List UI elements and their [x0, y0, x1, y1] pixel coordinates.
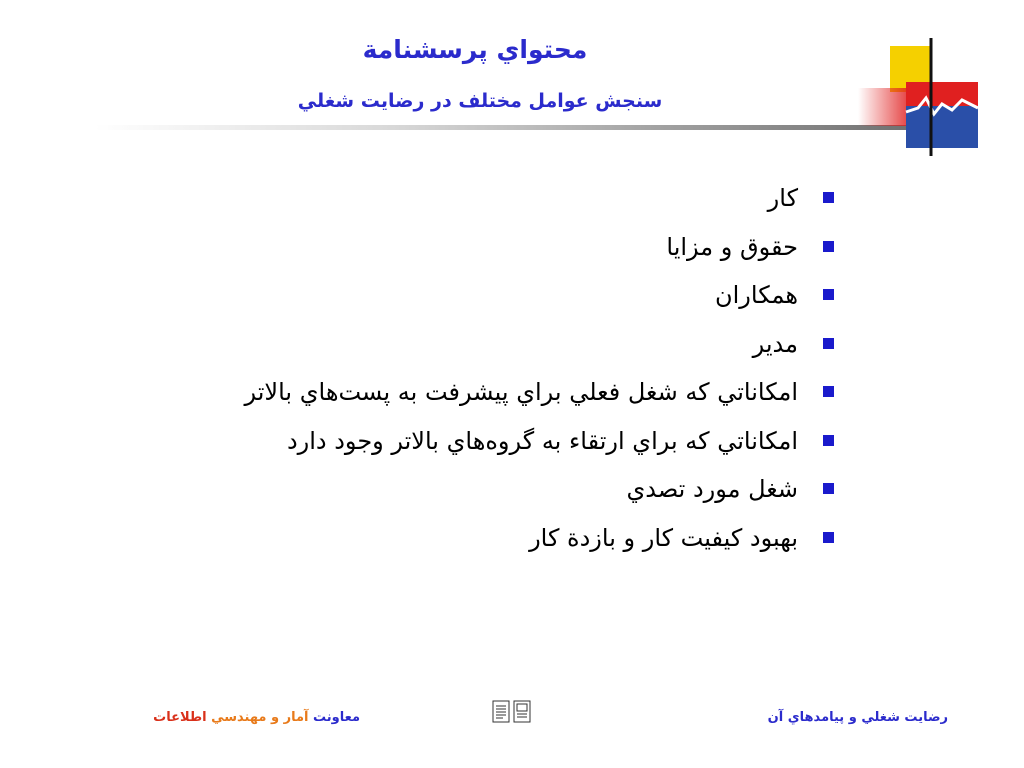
footer-department [100, 710, 360, 725]
square-bullet-icon [823, 532, 834, 543]
square-bullet-icon [823, 241, 834, 252]
bullet-list [134, 178, 834, 566]
square-bullet-icon [823, 289, 834, 300]
list-item [134, 275, 834, 324]
bullet-text: بهبود كيفيت كار و بازدة كار [529, 523, 798, 552]
title-divider [95, 125, 945, 130]
list-item [134, 469, 834, 518]
footer-department-part1: معاونت [313, 710, 360, 725]
bullet-text: امكاناتي كه براي ارتقاء به گروه‌هاي بالاتر وجود دارد [286, 426, 798, 455]
footer-department-part2: آمار و مهندسي [211, 710, 309, 725]
footer-department-part3: اطلاعات [153, 710, 207, 725]
list-item [134, 227, 834, 276]
list-item [134, 421, 834, 470]
logo-icon [856, 38, 986, 158]
list-item [134, 518, 834, 567]
square-bullet-icon [823, 435, 834, 446]
footer-topic: رضايت شغلي و پيامدهاي آن [767, 710, 948, 725]
slide-subtitle: سنجش عوامل مختلف در رضايت شغلي [297, 90, 663, 112]
bullet-text: كار [767, 184, 798, 212]
square-bullet-icon [823, 192, 834, 203]
bullet-text: امكاناتي كه شغل فعلي براي پيشرفت به پست‌هاي بالاتر [244, 378, 798, 406]
document-icon [493, 701, 509, 722]
list-item [134, 372, 834, 421]
notes-icon [514, 701, 530, 722]
square-bullet-icon [823, 483, 834, 494]
list-item [134, 324, 834, 373]
bullet-text: حقوق و مزايا [666, 232, 798, 261]
bullet-text: شغل مورد تصدي [626, 475, 798, 503]
square-bullet-icon [823, 338, 834, 349]
square-bullet-icon [823, 386, 834, 397]
footer-nav-icons [492, 700, 532, 724]
bullet-text: مدير [752, 329, 798, 358]
bullet-text: همكاران [715, 281, 798, 309]
slide-title: محتواي پرسشنامة [362, 35, 588, 64]
list-item [134, 178, 834, 227]
